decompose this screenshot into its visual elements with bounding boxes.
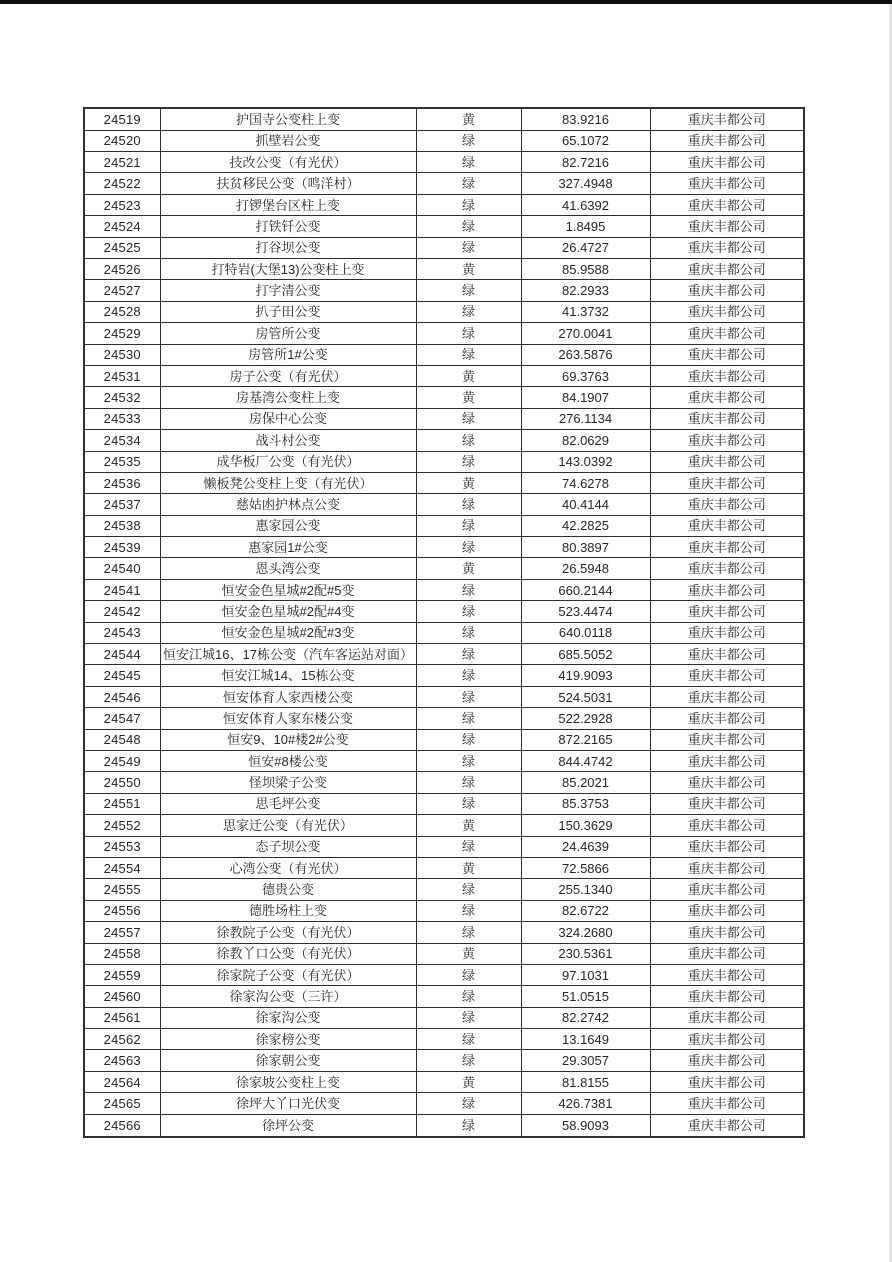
cell-company: 重庆丰都公司 <box>650 387 804 408</box>
cell-id: 24523 <box>84 194 160 215</box>
cell-name: 徐家院子公变（有光伏） <box>160 964 416 985</box>
table-row <box>84 1029 804 1050</box>
cell-company: 重庆丰都公司 <box>650 836 804 857</box>
cell-name: 恒安体育人家东楼公变 <box>160 708 416 729</box>
cell-status: 绿 <box>416 1029 521 1050</box>
cell-name: 护国寺公变柱上变 <box>160 108 416 130</box>
cell-company: 重庆丰都公司 <box>650 280 804 301</box>
cell-name: 扒子田公变 <box>160 301 416 322</box>
cell-value: 524.5031 <box>521 686 650 707</box>
cell-status: 绿 <box>416 515 521 536</box>
cell-status: 绿 <box>416 665 521 686</box>
cell-company: 重庆丰都公司 <box>650 365 804 386</box>
table-row <box>84 815 804 836</box>
cell-id: 24564 <box>84 1071 160 1092</box>
cell-id: 24537 <box>84 494 160 515</box>
cell-name: 恒安#8楼公变 <box>160 750 416 771</box>
cell-value: 58.9093 <box>521 1114 650 1137</box>
cell-company: 重庆丰都公司 <box>650 216 804 237</box>
cell-company: 重庆丰都公司 <box>650 515 804 536</box>
cell-name: 徐坪大丫口光伏变 <box>160 1093 416 1114</box>
cell-company: 重庆丰都公司 <box>650 537 804 558</box>
table-row <box>84 194 804 215</box>
cell-id: 24546 <box>84 686 160 707</box>
cell-value: 72.5866 <box>521 857 650 878</box>
cell-status: 绿 <box>416 152 521 173</box>
table-row <box>84 494 804 515</box>
cell-id: 24540 <box>84 558 160 579</box>
cell-name: 房保中心公变 <box>160 408 416 429</box>
cell-company: 重庆丰都公司 <box>650 1114 804 1137</box>
cell-value: 80.3897 <box>521 537 650 558</box>
cell-id: 24552 <box>84 815 160 836</box>
cell-company: 重庆丰都公司 <box>650 173 804 194</box>
cell-value: 324.2680 <box>521 922 650 943</box>
cell-company: 重庆丰都公司 <box>650 708 804 729</box>
table-row <box>84 1114 804 1137</box>
cell-company: 重庆丰都公司 <box>650 408 804 429</box>
cell-value: 640.0118 <box>521 622 650 643</box>
cell-company: 重庆丰都公司 <box>650 237 804 258</box>
cell-name: 房管所1#公变 <box>160 344 416 365</box>
cell-company: 重庆丰都公司 <box>650 323 804 344</box>
cell-value: 85.2021 <box>521 772 650 793</box>
cell-company: 重庆丰都公司 <box>650 108 804 130</box>
cell-value: 230.5361 <box>521 943 650 964</box>
cell-status: 绿 <box>416 644 521 665</box>
cell-value: 660.2144 <box>521 579 650 600</box>
cell-name: 打字清公变 <box>160 280 416 301</box>
cell-status: 绿 <box>416 900 521 921</box>
cell-status: 绿 <box>416 537 521 558</box>
table-row <box>84 922 804 943</box>
cell-status: 绿 <box>416 301 521 322</box>
cell-value: 13.1649 <box>521 1029 650 1050</box>
cell-id: 24557 <box>84 922 160 943</box>
cell-value: 1.8495 <box>521 216 650 237</box>
cell-company: 重庆丰都公司 <box>650 152 804 173</box>
cell-status: 黄 <box>416 365 521 386</box>
table-row <box>84 472 804 493</box>
cell-value: 522.2928 <box>521 708 650 729</box>
cell-name: 思毛坪公变 <box>160 793 416 814</box>
cell-id: 24521 <box>84 152 160 173</box>
cell-value: 51.0515 <box>521 986 650 1007</box>
cell-name: 徐家沟公变（三许） <box>160 986 416 1007</box>
cell-name: 打铁钎公变 <box>160 216 416 237</box>
cell-status: 绿 <box>416 1050 521 1071</box>
cell-value: 82.2933 <box>521 280 650 301</box>
cell-company: 重庆丰都公司 <box>650 793 804 814</box>
cell-status: 绿 <box>416 750 521 771</box>
cell-id: 24524 <box>84 216 160 237</box>
cell-value: 270.0041 <box>521 323 650 344</box>
cell-value: 84.1907 <box>521 387 650 408</box>
cell-status: 黄 <box>416 943 521 964</box>
table-row <box>84 986 804 1007</box>
cell-status: 黄 <box>416 857 521 878</box>
table-row <box>84 280 804 301</box>
cell-id: 24555 <box>84 879 160 900</box>
cell-company: 重庆丰都公司 <box>650 451 804 472</box>
table-row <box>84 515 804 536</box>
cell-status: 绿 <box>416 1007 521 1028</box>
cell-id: 24531 <box>84 365 160 386</box>
table-row <box>84 365 804 386</box>
cell-company: 重庆丰都公司 <box>650 579 804 600</box>
cell-value: 24.4639 <box>521 836 650 857</box>
cell-id: 24542 <box>84 601 160 622</box>
cell-id: 24558 <box>84 943 160 964</box>
cell-name: 打锣堡台区柱上变 <box>160 194 416 215</box>
cell-status: 黄 <box>416 815 521 836</box>
cell-name: 房管所公变 <box>160 323 416 344</box>
window-top-edge <box>0 0 892 4</box>
cell-status: 绿 <box>416 237 521 258</box>
table-row <box>84 857 804 878</box>
table-row <box>84 108 804 130</box>
cell-status: 绿 <box>416 344 521 365</box>
cell-company: 重庆丰都公司 <box>650 772 804 793</box>
cell-id: 24522 <box>84 173 160 194</box>
cell-company: 重庆丰都公司 <box>650 194 804 215</box>
cell-id: 24529 <box>84 323 160 344</box>
cell-company: 重庆丰都公司 <box>650 686 804 707</box>
cell-status: 绿 <box>416 579 521 600</box>
cell-company: 重庆丰都公司 <box>650 1071 804 1092</box>
cell-value: 419.9093 <box>521 665 650 686</box>
cell-company: 重庆丰都公司 <box>650 729 804 750</box>
cell-id: 24545 <box>84 665 160 686</box>
table-row <box>84 964 804 985</box>
cell-name: 慈姑凼护林点公变 <box>160 494 416 515</box>
cell-company: 重庆丰都公司 <box>650 558 804 579</box>
table-row <box>84 772 804 793</box>
cell-id: 24551 <box>84 793 160 814</box>
cell-company: 重庆丰都公司 <box>650 301 804 322</box>
cell-value: 426.7381 <box>521 1093 650 1114</box>
cell-name: 徐坪公变 <box>160 1114 416 1137</box>
cell-value: 82.7216 <box>521 152 650 173</box>
cell-company: 重庆丰都公司 <box>650 665 804 686</box>
cell-status: 绿 <box>416 451 521 472</box>
cell-status: 绿 <box>416 836 521 857</box>
table-row <box>84 1071 804 1092</box>
table-row <box>84 537 804 558</box>
cell-name: 徐家沟公变 <box>160 1007 416 1028</box>
cell-company: 重庆丰都公司 <box>650 857 804 878</box>
table-row <box>84 729 804 750</box>
cell-company: 重庆丰都公司 <box>650 922 804 943</box>
cell-company: 重庆丰都公司 <box>650 430 804 451</box>
cell-company: 重庆丰都公司 <box>650 1029 804 1050</box>
cell-status: 黄 <box>416 387 521 408</box>
cell-value: 872.2165 <box>521 729 650 750</box>
cell-name: 徐家榜公变 <box>160 1029 416 1050</box>
transformer-table <box>83 107 805 1138</box>
table-row <box>84 750 804 771</box>
cell-name: 懒板凳公变柱上变（有光伏） <box>160 472 416 493</box>
cell-value: 844.4742 <box>521 750 650 771</box>
cell-value: 82.0629 <box>521 430 650 451</box>
cell-name: 技改公变（有光伏） <box>160 152 416 173</box>
cell-name: 态子坝公变 <box>160 836 416 857</box>
cell-id: 24520 <box>84 130 160 151</box>
table-row <box>84 237 804 258</box>
cell-value: 327.4948 <box>521 173 650 194</box>
cell-value: 40.4144 <box>521 494 650 515</box>
cell-status: 绿 <box>416 408 521 429</box>
cell-status: 绿 <box>416 772 521 793</box>
table-row <box>84 900 804 921</box>
cell-id: 24554 <box>84 857 160 878</box>
cell-value: 29.3057 <box>521 1050 650 1071</box>
cell-name: 房子公变（有光伏） <box>160 365 416 386</box>
table-row <box>84 173 804 194</box>
cell-status: 绿 <box>416 793 521 814</box>
cell-name: 惠家园公变 <box>160 515 416 536</box>
cell-status: 绿 <box>416 879 521 900</box>
cell-name: 成华板厂公变（有光伏） <box>160 451 416 472</box>
table-row <box>84 708 804 729</box>
table-row <box>84 344 804 365</box>
cell-id: 24559 <box>84 964 160 985</box>
table-row <box>84 836 804 857</box>
cell-status: 绿 <box>416 216 521 237</box>
cell-status: 绿 <box>416 622 521 643</box>
cell-status: 黄 <box>416 558 521 579</box>
cell-id: 24560 <box>84 986 160 1007</box>
cell-status: 绿 <box>416 430 521 451</box>
cell-name: 心湾公变（有光伏） <box>160 857 416 878</box>
cell-company: 重庆丰都公司 <box>650 259 804 280</box>
cell-status: 绿 <box>416 708 521 729</box>
cell-company: 重庆丰都公司 <box>650 494 804 515</box>
cell-id: 24538 <box>84 515 160 536</box>
cell-value: 82.2742 <box>521 1007 650 1028</box>
cell-value: 81.8155 <box>521 1071 650 1092</box>
table-row <box>84 558 804 579</box>
cell-status: 绿 <box>416 1114 521 1137</box>
cell-company: 重庆丰都公司 <box>650 601 804 622</box>
cell-name: 德贵公变 <box>160 879 416 900</box>
cell-id: 24533 <box>84 408 160 429</box>
cell-status: 绿 <box>416 686 521 707</box>
cell-value: 26.5948 <box>521 558 650 579</box>
cell-name: 德胜场柱上变 <box>160 900 416 921</box>
table-row <box>84 579 804 600</box>
cell-value: 82.6722 <box>521 900 650 921</box>
cell-id: 24544 <box>84 644 160 665</box>
cell-company: 重庆丰都公司 <box>650 130 804 151</box>
cell-id: 24532 <box>84 387 160 408</box>
cell-name: 打特岩(大堡13)公变柱上变 <box>160 259 416 280</box>
cell-status: 绿 <box>416 601 521 622</box>
cell-company: 重庆丰都公司 <box>650 1093 804 1114</box>
cell-id: 24536 <box>84 472 160 493</box>
cell-id: 24528 <box>84 301 160 322</box>
cell-value: 143.0392 <box>521 451 650 472</box>
cell-status: 绿 <box>416 1093 521 1114</box>
cell-id: 24550 <box>84 772 160 793</box>
table-row <box>84 1007 804 1028</box>
cell-name: 怪坝梁子公变 <box>160 772 416 793</box>
cell-name: 抓壁岩公变 <box>160 130 416 151</box>
cell-status: 绿 <box>416 130 521 151</box>
cell-id: 24549 <box>84 750 160 771</box>
cell-id: 24539 <box>84 537 160 558</box>
table-row <box>84 879 804 900</box>
cell-id: 24534 <box>84 430 160 451</box>
cell-id: 24535 <box>84 451 160 472</box>
cell-id: 24547 <box>84 708 160 729</box>
cell-company: 重庆丰都公司 <box>650 964 804 985</box>
cell-company: 重庆丰都公司 <box>650 472 804 493</box>
cell-company: 重庆丰都公司 <box>650 879 804 900</box>
cell-status: 绿 <box>416 729 521 750</box>
cell-company: 重庆丰都公司 <box>650 900 804 921</box>
cell-status: 黄 <box>416 259 521 280</box>
table-row <box>84 259 804 280</box>
cell-company: 重庆丰都公司 <box>650 344 804 365</box>
cell-company: 重庆丰都公司 <box>650 986 804 1007</box>
cell-company: 重庆丰都公司 <box>650 1050 804 1071</box>
cell-value: 42.2825 <box>521 515 650 536</box>
cell-status: 绿 <box>416 280 521 301</box>
cell-value: 255.1340 <box>521 879 650 900</box>
cell-name: 恩头湾公变 <box>160 558 416 579</box>
cell-id: 24525 <box>84 237 160 258</box>
cell-value: 685.5052 <box>521 644 650 665</box>
cell-status: 黄 <box>416 1071 521 1092</box>
cell-id: 24563 <box>84 1050 160 1071</box>
cell-value: 85.9588 <box>521 259 650 280</box>
table-row <box>84 430 804 451</box>
cell-name: 恒安江城16、17栋公变（汽车客运站对面） <box>160 644 416 665</box>
table-row <box>84 793 804 814</box>
cell-company: 重庆丰都公司 <box>650 644 804 665</box>
table-row <box>84 665 804 686</box>
cell-status: 绿 <box>416 323 521 344</box>
cell-company: 重庆丰都公司 <box>650 1007 804 1028</box>
cell-value: 97.1031 <box>521 964 650 985</box>
table-row <box>84 130 804 151</box>
cell-name: 恒安金色星城#2配#4变 <box>160 601 416 622</box>
table-row <box>84 387 804 408</box>
cell-company: 重庆丰都公司 <box>650 750 804 771</box>
table-row <box>84 686 804 707</box>
cell-value: 41.3732 <box>521 301 650 322</box>
cell-value: 150.3629 <box>521 815 650 836</box>
cell-id: 24530 <box>84 344 160 365</box>
cell-name: 恒安金色星城#2配#3变 <box>160 622 416 643</box>
table-row <box>84 1093 804 1114</box>
cell-company: 重庆丰都公司 <box>650 815 804 836</box>
cell-name: 徐家坡公变柱上变 <box>160 1071 416 1092</box>
cell-value: 74.6278 <box>521 472 650 493</box>
cell-name: 打谷坝公变 <box>160 237 416 258</box>
cell-id: 24556 <box>84 900 160 921</box>
cell-name: 恒安9、10#楼2#公变 <box>160 729 416 750</box>
table-row <box>84 943 804 964</box>
cell-id: 24548 <box>84 729 160 750</box>
cell-id: 24566 <box>84 1114 160 1137</box>
cell-name: 房基湾公变柱上变 <box>160 387 416 408</box>
cell-name: 恒安体育人家西楼公变 <box>160 686 416 707</box>
transformer-table-body <box>84 108 804 1137</box>
table-row <box>84 323 804 344</box>
cell-name: 恒安江城14、15栋公变 <box>160 665 416 686</box>
table-row <box>84 622 804 643</box>
cell-id: 24553 <box>84 836 160 857</box>
cell-id: 24519 <box>84 108 160 130</box>
cell-value: 276.1134 <box>521 408 650 429</box>
cell-status: 绿 <box>416 986 521 1007</box>
table-row <box>84 601 804 622</box>
table-row <box>84 644 804 665</box>
cell-name: 徐家朝公变 <box>160 1050 416 1071</box>
cell-status: 绿 <box>416 494 521 515</box>
cell-value: 263.5876 <box>521 344 650 365</box>
cell-name: 战斗村公变 <box>160 430 416 451</box>
table-row <box>84 152 804 173</box>
cell-name: 思家迁公变（有光伏） <box>160 815 416 836</box>
cell-name: 恒安金色星城#2配#5变 <box>160 579 416 600</box>
cell-id: 24543 <box>84 622 160 643</box>
table-row <box>84 216 804 237</box>
cell-id: 24527 <box>84 280 160 301</box>
cell-name: 扶贫移民公变（鸣洋村） <box>160 173 416 194</box>
cell-name: 徐教丫口公变（有光伏） <box>160 943 416 964</box>
cell-name: 徐教院子公变（有光伏） <box>160 922 416 943</box>
cell-value: 26.4727 <box>521 237 650 258</box>
cell-status: 绿 <box>416 922 521 943</box>
cell-id: 24541 <box>84 579 160 600</box>
cell-id: 24565 <box>84 1093 160 1114</box>
cell-value: 69.3763 <box>521 365 650 386</box>
cell-value: 523.4474 <box>521 601 650 622</box>
cell-id: 24562 <box>84 1029 160 1050</box>
table-row <box>84 301 804 322</box>
cell-name: 惠家园1#公变 <box>160 537 416 558</box>
cell-id: 24526 <box>84 259 160 280</box>
cell-value: 85.3753 <box>521 793 650 814</box>
cell-status: 绿 <box>416 173 521 194</box>
cell-value: 65.1072 <box>521 130 650 151</box>
cell-company: 重庆丰都公司 <box>650 943 804 964</box>
cell-status: 黄 <box>416 108 521 130</box>
table-row <box>84 1050 804 1071</box>
cell-value: 41.6392 <box>521 194 650 215</box>
cell-status: 绿 <box>416 194 521 215</box>
cell-company: 重庆丰都公司 <box>650 622 804 643</box>
table-row <box>84 451 804 472</box>
cell-id: 24561 <box>84 1007 160 1028</box>
table-row <box>84 408 804 429</box>
cell-status: 黄 <box>416 472 521 493</box>
cell-value: 83.9216 <box>521 108 650 130</box>
cell-status: 绿 <box>416 964 521 985</box>
